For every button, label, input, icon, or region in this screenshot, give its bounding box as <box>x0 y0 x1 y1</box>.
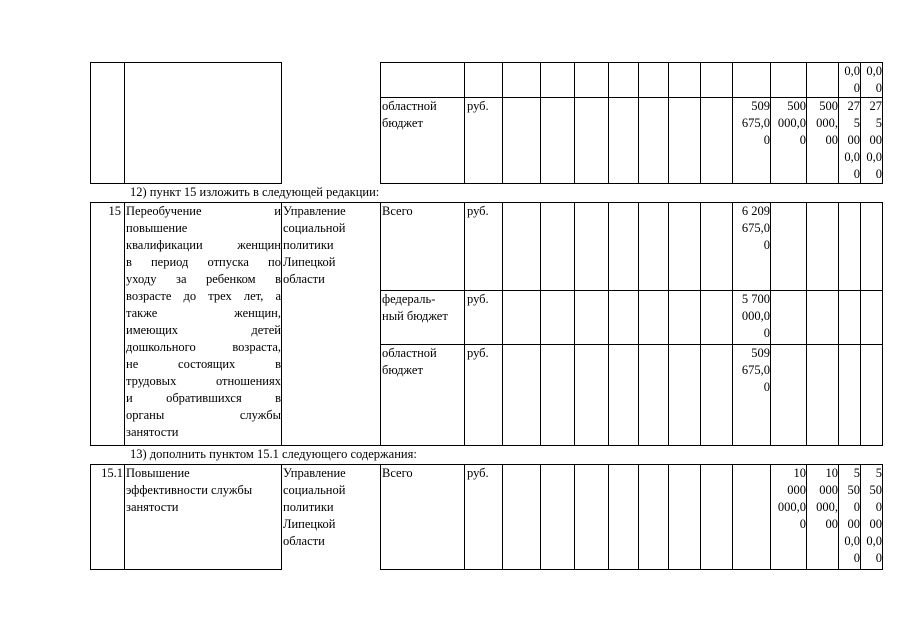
unit-cell: руб. <box>467 204 489 218</box>
row-number: 15.1 <box>101 466 123 480</box>
table-cell: 500 000, 00 <box>816 99 838 147</box>
measure-name <box>126 203 281 441</box>
funding-source: Всего <box>382 466 413 480</box>
row-number: 15 <box>108 204 121 218</box>
table-cell: 5 50 0 00 0,0 0 <box>866 466 882 565</box>
table-cell: 27 5 00 0,0 0 <box>866 99 882 181</box>
name-line: повышение <box>126 221 188 235</box>
table-cell: 509 675,0 0 <box>741 346 770 394</box>
funding-source: федераль- ный бюджет <box>382 292 448 323</box>
name-line: возрасте до трех лет, а <box>126 289 281 303</box>
funding-source: областной бюджет <box>382 346 437 377</box>
name-line: дошкольного возраста, <box>126 340 281 354</box>
table-cell: 5 700 000,0 0 <box>741 292 770 340</box>
name-line: уходу за ребенком в <box>126 272 281 286</box>
amendment-instruction: 13) дополнить пунктом 15.1 следующего содержания: <box>130 447 417 461</box>
name-line: Переобучение и <box>126 204 281 218</box>
measure-name: Повышение эффективности службы занятости <box>126 466 253 514</box>
unit-cell: руб. <box>467 346 489 360</box>
amendment-instruction: 12) пункт 15 изложить в следующей редакции: <box>130 185 380 199</box>
table-cell: 0,0 0 <box>866 64 882 95</box>
executor-cell: Управление социальной политики Липецкой области <box>283 466 346 548</box>
table-cell: 10 000 000, 00 <box>816 466 838 531</box>
name-line: и обратившихся в <box>126 391 281 405</box>
name-line: квалификации женщин <box>126 238 281 252</box>
name-line: имеющих детей <box>126 323 281 337</box>
unit-cell: руб. <box>467 99 489 113</box>
name-line: занятости <box>126 425 179 439</box>
name-line: трудовых отношениях <box>126 374 281 388</box>
funding-source: Всего <box>382 204 413 218</box>
name-line: не состоящих в <box>126 357 281 371</box>
table-cell: 0,0 0 <box>844 64 860 95</box>
executor-cell: Управление социальной политики Липецкой области <box>283 204 346 286</box>
funding-source: областной бюджет <box>382 99 437 130</box>
name-line: также женщин, <box>126 306 281 320</box>
unit-cell: руб. <box>467 292 489 306</box>
table-cell: 509 675,0 0 <box>741 99 770 147</box>
table-cell: 27 5 00 0,0 0 <box>844 99 860 181</box>
table-cell: 10 000 000,0 0 <box>777 466 806 531</box>
name-line: в период отпуска по <box>126 255 281 269</box>
name-line: органы службы <box>126 408 281 422</box>
table-cell: 500 000,0 0 <box>777 99 806 147</box>
table-cell: 5 50 0 00 0,0 0 <box>844 466 860 565</box>
table-cell: 6 209 675,0 0 <box>741 204 770 252</box>
unit-cell: руб. <box>467 466 489 480</box>
